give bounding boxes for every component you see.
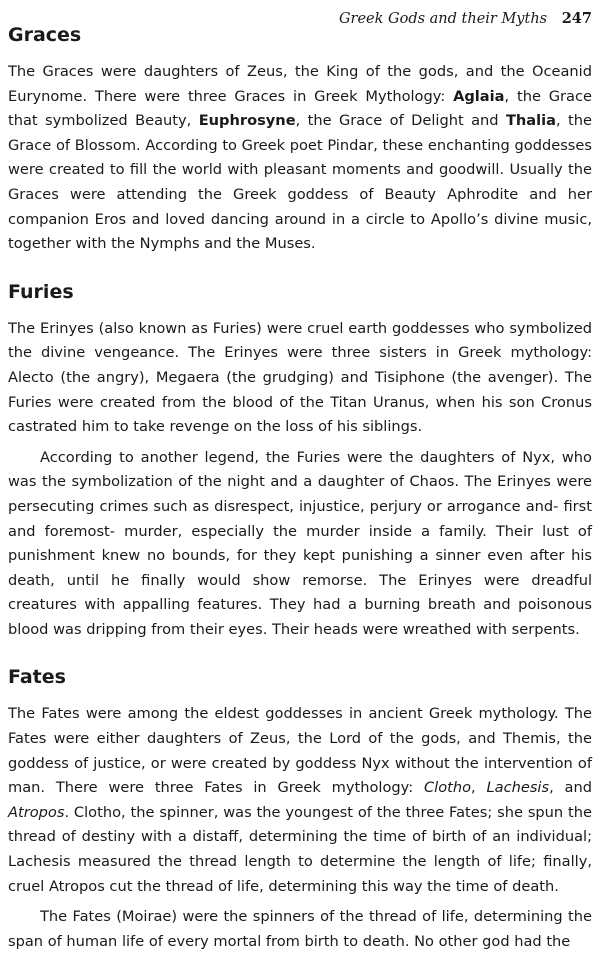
emphasis-italic: Clotho [423,779,472,797]
body-paragraph [8,702,592,899]
text-run: , [471,779,487,797]
text-run: , and [549,779,592,797]
text-run: . Clotho, the spinner, was the youngest of the three Fates; she spun the thread of destiny with a distaff, determining the time of birth of an individual; Lachesis measured the thread length to determine the length of life; finally, cruel Atropos cut the thread of life, determining this way the time of death. [8,803,592,895]
emphasis-bold: Aglaia [453,87,505,105]
text-run: The Fates (Moirae) were the spinners of the thread of life, determining the span of human life of every mortal from birth to death. No other god had the [8,908,592,950]
page-number: 247 [561,10,592,27]
text-run: The Fates were among the eldest goddesses in ancient Greek mythology. The Fates were either daughters of Zeus, the Lord of the gods, and Themis, the goddess of justice, or were created by goddess Nyx without the intervention of man. There were three Fates in Greek mythology: [8,705,592,797]
emphasis-italic: Lachesis [486,779,550,797]
section-heading: Graces [8,24,82,46]
text-run: , the Grace that symbolized Beauty, [8,87,592,130]
text-run: According to another legend, the Furies were the daughters of Nyx, who was the symbolization of the night and a daughter of Chaos. The Erinyes were persecuting crimes such as disrespect, injustice, perjury or arrogance and- first and foremost- murder, especially the murder inside a family. Their lust of punishment knew no bounds, for they kept punishing a sinner even after his death, until he finally would show remorse. The Erinyes were dreadful creatures with appalling features. They had a burning breath and poisonous blood was dripping from their eyes. Their heads were wreathed with serpents. [8,448,592,638]
text-run: , the Grace of Blossom. According to Greek poet Pindar, these enchanting goddesses were created to fill the world with pleasant moments and goodwill. Usually the Graces were attending the Greek goddess of Beauty Aphrodite and her companion Eros and loved dancing around in a circle to Apollo’s divine music, together with the Nymphs and the Muses. [8,112,592,253]
body-paragraph [8,60,592,257]
section-furies [8,279,592,643]
text-run: , the Grace of Delight and [295,112,506,130]
body-paragraph [8,905,592,954]
section-graces [8,22,592,257]
text-run: The Graces were daughters of Zeus, the King of the gods, and the Oceanid Eurynome. There were three Graces in Greek Mythology: [8,63,592,105]
section-heading: Fates [8,666,66,689]
running-title: Greek Gods and their Myths [338,11,548,27]
emphasis-bold: Euphrosyne [198,112,296,130]
body-paragraph [8,446,592,643]
body-paragraph [8,317,592,440]
page-body [8,22,592,954]
section-fates [8,664,592,954]
text-run: The Erinyes (also known as Furies) were cruel earth goddesses who symbolized the divine vengeance. The Erinyes were three sisters in Greek mythology: Alecto (the angry), Megaera (the grudging) and Tisiphone (the avenger). The Furies were created from the blood of the Titan Uranus, when his son Cronus castrated him to take revenge on the loss of his siblings. [8,319,592,436]
emphasis-italic: Atropos [8,803,65,821]
section-heading: Furies [8,280,74,303]
emphasis-bold: Thalia [505,112,556,130]
